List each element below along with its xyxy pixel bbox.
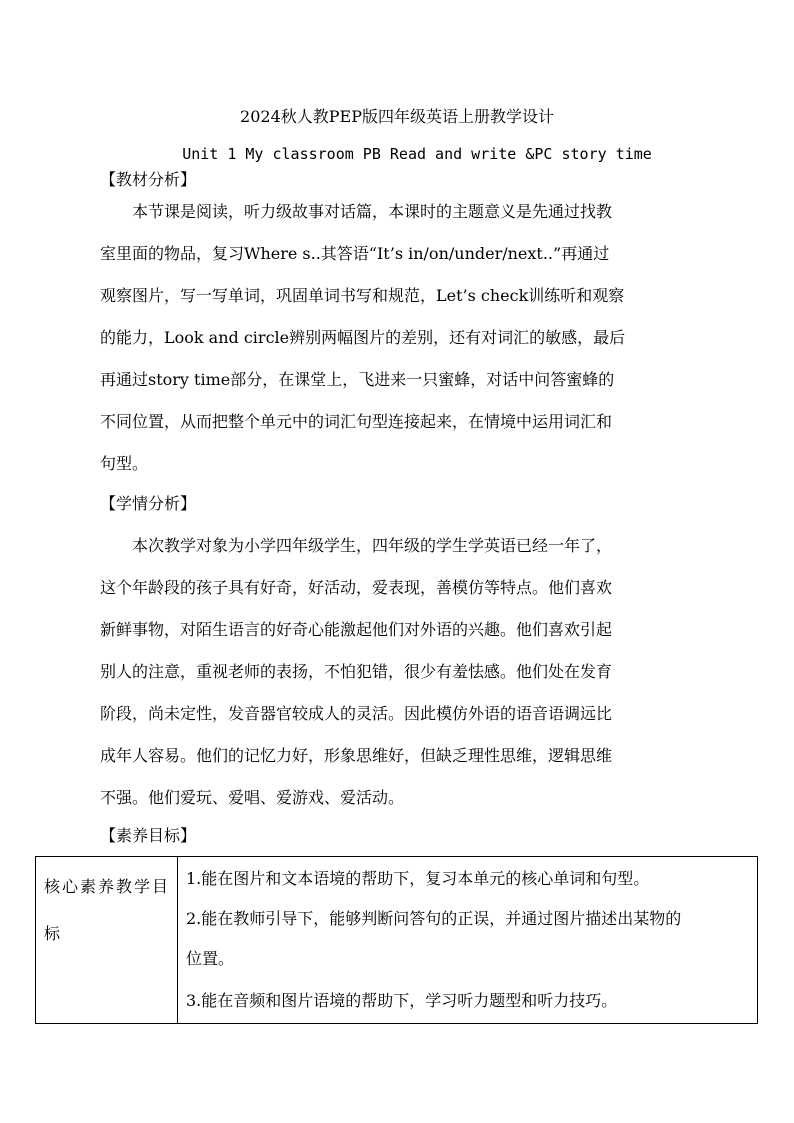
document-subtitle: Unit 1 My classroom PB Read and write &PC story time bbox=[182, 145, 652, 163]
section-heading-materials: 【教材分析】 bbox=[100, 170, 197, 189]
paragraph-line: 新鲜事物，对陌生语言的好奇心能激起他们对外语的兴趣。他们喜欢引起 bbox=[100, 620, 613, 639]
paragraph-line: 观察图片，写一写单词，巩固单词书写和规范，Let’s check训练听和观察 bbox=[100, 286, 625, 305]
goal-item: 位置。 bbox=[186, 949, 235, 968]
goal-item: 3.能在音频和图片语境的帮助下，学习听力题型和听力技巧。 bbox=[186, 991, 618, 1010]
goals-label-cell bbox=[36, 857, 178, 1024]
goal-item: 1.能在图片和文本语境的帮助下，复习本单元的核心单词和句型。 bbox=[186, 869, 650, 888]
table-row bbox=[36, 857, 758, 1024]
section-heading-goals: 【素养目标】 bbox=[100, 826, 197, 845]
paragraph-line: 阶段，尚未定性，发音器官较成人的灵活。因此模仿外语的语音语调远比 bbox=[100, 704, 613, 723]
paragraph-line: 再通过story time部分，在课堂上，飞进来一只蜜蜂，对话中问答蜜蜂的 bbox=[100, 370, 615, 389]
paragraph-line: 成年人容易。他们的记忆力好，形象思维好，但缺乏理性思维，逻辑思维 bbox=[100, 746, 613, 765]
paragraph-line: 不同位置，从而把整个单元中的词汇句型连接起来，在情境中运用词汇和 bbox=[100, 412, 613, 431]
goals-table bbox=[35, 856, 758, 1024]
document-title: 2024秋人教PEP版四年级英语上册教学设计 bbox=[240, 107, 554, 126]
paragraph-line: 本节课是阅读，听力级故事对话篇，本课时的主题意义是先通过找教 bbox=[132, 202, 613, 221]
paragraph-line: 本次教学对象为小学四年级学生，四年级的学生学英语已经一年了， bbox=[132, 536, 613, 555]
paragraph-line: 这个年龄段的孩子具有好奇，好活动，爱表现，善模仿等特点。他们喜欢 bbox=[100, 578, 613, 597]
goals-content-cell bbox=[178, 857, 758, 1024]
paragraph-line: 室里面的物品，复习Where s..其答语“It’s in/on/under/next..”再通过 bbox=[100, 244, 610, 263]
goal-item: 2.能在教师引导下，能够判断问答句的正误，并通过图片描述出某物的 bbox=[186, 909, 682, 928]
paragraph-line: 不强。他们爱玩、爱唱、爱游戏、爱活动。 bbox=[100, 788, 405, 807]
paragraph-line: 的能力，Look and circle辨别两幅图片的差别，还有对词汇的敏感，最后 bbox=[100, 328, 626, 347]
goals-label: 核心素养教学目标 bbox=[44, 877, 171, 943]
section-heading-students: 【学情分析】 bbox=[100, 494, 197, 513]
paragraph-line: 句型。 bbox=[100, 454, 149, 473]
paragraph-line: 别人的注意，重视老师的表扬，不怕犯错，很少有羞怯感。他们处在发育 bbox=[100, 662, 613, 681]
